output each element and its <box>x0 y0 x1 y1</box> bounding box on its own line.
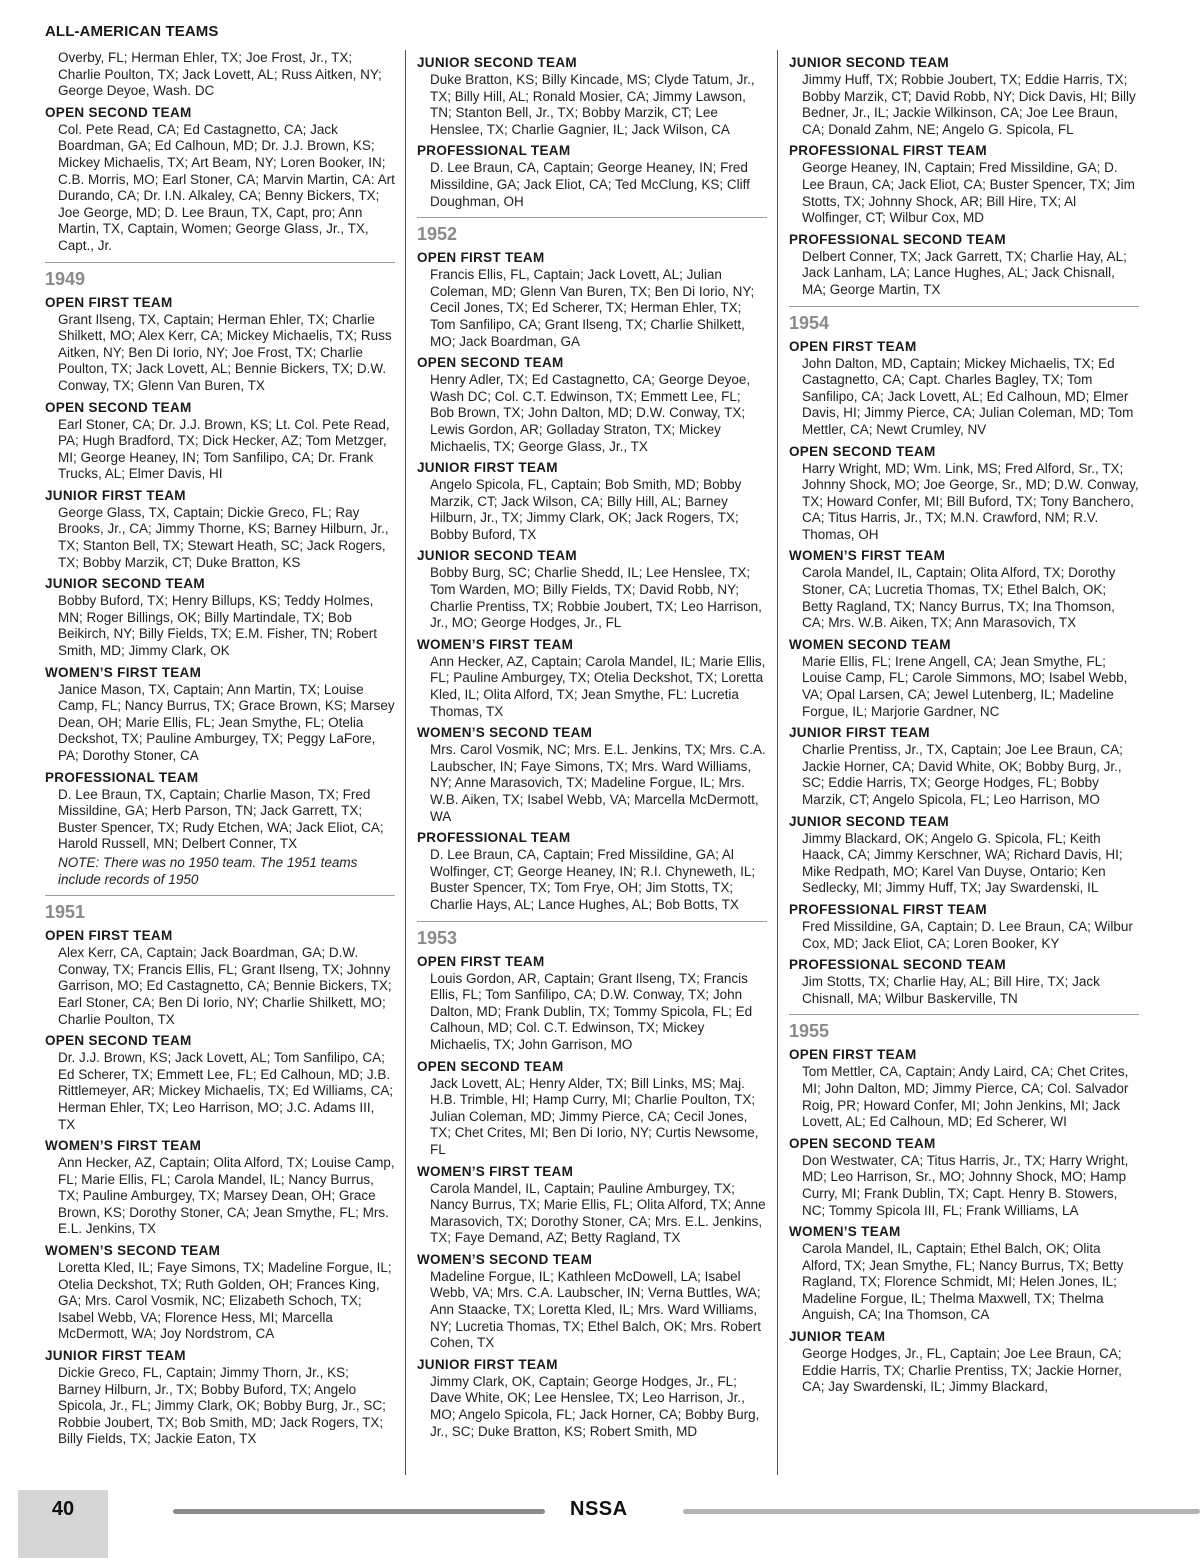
team-heading: OPEN FIRST TEAM <box>789 1047 917 1063</box>
team-members: George Hodges, Jr., FL, Captain; Joe Lee Braun, CA; Eddie Harris, TX; Charlie Prentiss, TX; Jackie Horner, CA; Jay Swardenski, IL; Jimmy Blackard, <box>802 1346 1122 1395</box>
team-members: D. Lee Braun, CA, Captain; Fred Missildine, GA; Al Wolfinger, CT; George Heaney, IN; R.I. Chyneweth, IL; Buster Spencer, TX; Tom Frye, OH; Jim Stotts, TX; Charlie Hays, AL; Lance Hughes, AL; Bob Botts, TX <box>430 847 756 912</box>
team-heading: JUNIOR FIRST TEAM <box>417 460 558 476</box>
team-members: Don Westwater, CA; Titus Harris, Jr., TX; Harry Wright, MD; Leo Harrison, Sr., MO; Johnny Shock, MO; Hamp Curry, MI; Frank Dublin, TX; Capt. Henry B. Stowers, NC; Tommy Spicola III, FL; Frank Williams, LA <box>802 1152 1129 1218</box>
team-heading: JUNIOR TEAM <box>789 1329 886 1345</box>
team-members: John Dalton, MD, Captain; Mickey Michaelis, TX; Ed Castagnetto, CA; Capt. Charles Bagley, TX; Tom Sanfilipo, CA; Jack Lovett, AL; Ed Calhoun, MD; Elmer Davis, HI; Jimmy Pierce, CA; Julian Coleman, MD; Tom Mettler, CA; Newt Crumley, NV <box>802 355 1134 437</box>
year-heading: 1951 <box>45 902 86 923</box>
team-members: D. Lee Braun, CA, Captain; George Heaney, IN; Fred Missildine, GA; Jack Eliot, CA; Ted McClung, KS; Cliff Doughman, OH <box>430 160 750 209</box>
team-heading: WOMEN’S FIRST TEAM <box>45 1138 202 1154</box>
intro-text: Overby, FL; Herman Ehler, TX; Joe Frost, Jr., TX; Charlie Poulton, TX; Jack Lovett, AL; Russ Aitken, NY; George Deyoe, Wash. DC <box>58 50 382 99</box>
column-divider <box>777 50 778 1475</box>
team-heading: JUNIOR FIRST TEAM <box>417 1356 558 1372</box>
team-members: George Glass, TX, Captain; Dickie Greco, FL; Ray Brooks, Jr., CA; Jimmy Thorne, KS; Barney Hilburn, Jr., TX; Stanton Bell, TX; Stewart Heath, SC; Jack Rogers, TX; Bobby Marzik, CT; Duke Bratton, KS <box>58 504 389 570</box>
team-members: D. Lee Braun, TX, Captain; Charlie Mason, TX; Fred Missildine, GA; Herb Parson, TN; Jack Garrett, TX; Buster Spencer, TX; Rudy Etchen, WA; Jack Eliot, CA; Harold Russell, MN; Delbert Conner, TX <box>58 786 384 852</box>
team-heading: JUNIOR SECOND TEAM <box>417 548 577 564</box>
team-heading: WOMEN’S SECOND TEAM <box>417 725 593 741</box>
team-members: Grant Ilseng, TX, Captain; Herman Ehler, TX; Charlie Shilkett, MO; Alex Kerr, CA; Mickey Michaelis, TX; Russ Aitken, NY; Ben Di Iorio, NY; Joe Frost, TX; Charlie Poulton, TX; Jack Lovett, AL; Bennie Bickers, TX; D.W. Conway, TX; Glenn Van Buren, TX <box>58 311 392 393</box>
team-members: Madeline Forgue, IL; Kathleen McDowell, LA; Isabel Webb, VA; Mrs. C.A. Laubscher, IN; Verna Buttles, WA; Ann Staacke, TX; Loretta Kled, IL; Mrs. Ward Williams, NY; Lucretia Thomas, TX; Ethel Balch, OK; Mrs. Robert Cohen, TX <box>430 1268 762 1351</box>
year-block <box>45 895 395 1448</box>
team-heading: PROFESSIONAL FIRST TEAM <box>789 143 987 159</box>
team-members: Jimmy Blackard, OK; Angelo G. Spicola, FL; Keith Haack, CA; Jimmy Kerschner, WA; Richard Davis, HI; Mike Redpath, MO; Karel Van Duyse, Ontario; Ken Sedlecky, MI; Jimmy Huff, TX; Jay Swardenski, IL <box>802 830 1123 896</box>
team-members: Louis Gordon, AR, Captain; Grant Ilseng, TX; Francis Ellis, FL; Tom Sanfilipo, CA; D.W. Conway, TX; John Dalton, MD; Frank Dublin, TX; Tommy Spicola, FL; Ed Calhoun, MD; Col. C.T. Edwinson, TX; Mickey Michaelis, TX; John Garrison, MO <box>430 970 753 1052</box>
year-block <box>45 262 395 889</box>
team-members: Harry Wright, MD; Wm. Link, MS; Fred Alford, Sr., TX; Johnny Shock, MO; Joe George, Sr., MD; D.W. Conway, TX; Howard Confer, MI; Bill Buford, TX; Tony Banchero, CA; Titus Harris, Jr., TX; M.N. Crawford, NM; R.V. Thomas, OH <box>802 460 1139 542</box>
year-heading: 1952 <box>417 224 458 245</box>
team-members: Delbert Conner, TX; Jack Garrett, TX; Charlie Hay, AL; Jack Lanham, LA; Lance Hughes, AL; Jack Chisnall, MA; George Martin, TX <box>802 248 1127 297</box>
team-members: Duke Bratton, KS; Billy Kincade, MS; Clyde Tatum, Jr., TX; Billy Hill, AL; Ronald Mosier, CA; Jimmy Lawson, TN; Stanton Bell, Jr., TX; Bobby Marzik, CT; Lee Henslee, TX; Charlie Gagnier, IL; Jack Wilson, CA <box>430 72 755 137</box>
team-heading: PROFESSIONAL SECOND TEAM <box>789 231 1006 247</box>
column-2 <box>417 50 767 1442</box>
team-heading: OPEN FIRST TEAM <box>45 294 173 310</box>
year-block <box>417 921 767 1441</box>
team-members: Carola Mandel, IL, Captain; Olita Alford, TX; Dorothy Stoner, CA; Lucretia Thomas, TX; Ethel Balch, OK; Betty Ragland, TX; Nancy Burrus, TX; Ina Thomson, CA; Mrs. W.B. Aiken, TX; Ann Marasovich, TX <box>802 565 1116 631</box>
team-heading: OPEN FIRST TEAM <box>45 928 173 944</box>
team-heading: OPEN SECOND TEAM <box>789 443 936 459</box>
team-heading: OPEN SECOND TEAM <box>417 355 564 371</box>
column-divider <box>405 50 406 1475</box>
team-heading: WOMEN SECOND TEAM <box>789 636 951 652</box>
team-heading: OPEN FIRST TEAM <box>789 338 917 354</box>
team-members: Ann Hecker, AZ, Captain; Carola Mandel, IL; Marie Ellis, FL; Pauline Amburgey, TX; Otelia Deckshot, TX; Loretta Kled, IL; Olita Alford, TX; Jean Smythe, FL: Lucretia Thomas, TX <box>430 653 766 719</box>
team-heading: OPEN FIRST TEAM <box>417 953 545 969</box>
team-members: Bobby Burg, SC; Charlie Shedd, IL; Lee Henslee, TX; Tom Warden, MO; Billy Fields, TX; David Robb, NY; Charlie Prentiss, TX; Robbie Joubert, TX; Leo Harrison, Jr., MO; George Hodges, Jr., FL <box>430 565 762 631</box>
team-members: Earl Stoner, CA; Dr. J.J. Brown, KS; Lt. Col. Pete Read, PA; Hugh Bradford, TX; Dick Hecker, AZ; Tom Metzger, MI; George Heaney, IN; Tom Sanfilipo, CA; Dr. Frank Trucks, AL; Elmer Davis, HI <box>58 416 390 482</box>
team-heading: JUNIOR FIRST TEAM <box>45 487 186 503</box>
team-heading: JUNIOR SECOND TEAM <box>45 576 205 592</box>
year-block <box>417 217 767 913</box>
team-heading: WOMEN’S SECOND TEAM <box>45 1243 221 1259</box>
team-heading: WOMEN’S FIRST TEAM <box>45 664 202 680</box>
team-heading: JUNIOR SECOND TEAM <box>417 55 577 70</box>
team-members: Jimmy Huff, TX; Robbie Joubert, TX; Eddie Harris, TX; Bobby Marzik, CT; David Robb, NY; Dick Davis, HI; Billy Bedner, Jr., IL; Jackie Wilkinson, CA; Joe Lee Braun, CA; Donald Zahm, NE; Angelo G. Spicola, FL <box>802 72 1136 137</box>
note-text: NOTE: There was no 1950 team. The 1951 teams include records of 1950 <box>58 854 358 887</box>
footer-rule-left <box>173 1509 545 1514</box>
team-members: Janice Mason, TX, Captain; Ann Martin, TX; Louise Camp, FL; Nancy Burrus, TX; Grace Brown, KS; Marsey Dean, OH; Marie Ellis, FL; Jean Smythe, FL; Otelia Deckshot, TX; Pauline Amburgey, TX; Peggy LaFore, PA; Dorothy Stoner, CA <box>58 681 395 763</box>
team-heading: OPEN SECOND TEAM <box>417 1058 564 1074</box>
team-heading: WOMEN’S FIRST TEAM <box>417 636 574 652</box>
team-members: Jim Stotts, TX; Charlie Hay, AL; Bill Hire, TX; Jack Chisnall, MA; Wilbur Baskerville, TN <box>802 974 1100 1006</box>
team-members: George Heaney, IN, Captain; Fred Missildine, GA; D. Lee Braun, CA; Jack Eliot, CA; Buster Spencer, TX; Jim Stotts, TX; Johnny Shock, AR; Bill Hire, TX; Al Wolfinger, CT; Wilbur Cox, MD <box>802 160 1135 226</box>
page-title: ALL-AMERICAN TEAMS <box>45 23 219 40</box>
team-heading: PROFESSIONAL TEAM <box>45 769 199 785</box>
team-heading: OPEN SECOND TEAM <box>45 1033 192 1049</box>
team-heading: OPEN SECOND TEAM <box>45 399 192 415</box>
page-number: 40 <box>51 1498 75 1520</box>
team-members: Jack Lovett, AL; Henry Alder, TX; Bill Links, MS; Maj. H.B. Trimble, HI; Hamp Curry, MI; Charlie Poulton, TX; Julian Coleman, MD; Jimmy Pierce, CA; Cecil Jones, TX; Chet Crites, MI; Ben Di Iorio, NY; Curtis Newsome, FL <box>430 1075 759 1157</box>
footer-brand: NSSA <box>570 1498 628 1520</box>
team-heading: PROFESSIONAL TEAM <box>417 830 571 846</box>
team-members: Jimmy Clark, OK, Captain; George Hodges, Jr., FL; Dave White, OK; Lee Henslee, TX; Leo Harrison, Jr., MO; Angelo Spicola, FL; Jack Horner, CA; Bobby Burg, Jr., SC; Duke Bratton, KS; Robert Smith, MD <box>430 1373 760 1439</box>
team-members: Alex Kerr, CA, Captain; Jack Boardman, GA; D.W. Conway, TX; Francis Ellis, FL; Grant Ilseng, TX; Johnny Garrison, MO; Ed Castagnetto, CA; Bennie Bickers, TX; Earl Stoner, CA; Ben Di Iorio, NY; Charlie Shilkett, MO; Charlie Poulton, TX <box>58 945 392 1027</box>
team-members: Francis Ellis, FL, Captain; Jack Lovett, AL; Julian Coleman, MD; Glenn Van Buren, TX; Ben Di Iorio, NY; Cecil Jones, TX; Ed Scherer, TX; Herman Ehler, TX; Tom Sanfilipo, CA; Grant Ilseng, TX; Charlie Shilkett, MO; Jack Boardman, GA <box>430 267 755 349</box>
team-heading: WOMEN’S FIRST TEAM <box>789 548 946 564</box>
team-heading: JUNIOR SECOND TEAM <box>789 55 949 70</box>
team-heading: OPEN SECOND TEAM <box>789 1135 936 1151</box>
team-heading: JUNIOR SECOND TEAM <box>789 813 949 829</box>
column-3 <box>789 50 1139 1398</box>
team-members: Carola Mandel, IL, Captain; Pauline Amburgey, TX; Nancy Burrus, TX; Marie Ellis, FL; Olita Alford, TX; Anne Marasovich, TX; Dorothy Stoner, CA; Mrs. E.L. Jenkins, TX; Faye Demand, AZ; Betty Ragland, TX <box>430 1180 766 1246</box>
team-members: Col. Pete Read, CA; Ed Castagnetto, CA; Jack Boardman, GA; Ed Calhoun, MD; Dr. J.J. Brown, KS; Mickey Michaelis, TX; Art Beam, NY; Loren Booker, IN; C.B. Morris, MO; Earl Stoner, CA; Marvin Martin, CA: Art Durando, CA; Dr. I.N. Alkaley, CA; Benny Bickers, TX; Joe George, MD; D. Lee Braun, TX, Capt, pro; Ann Martin, TX, Captain, Women; George Glass, Jr., TX, Capt., Jr. <box>58 121 395 253</box>
year-heading: 1954 <box>789 312 830 333</box>
year-heading: 1953 <box>417 927 458 948</box>
year-block <box>789 306 1139 1008</box>
column-1 <box>45 50 395 1450</box>
team-members: Mrs. Carol Vosmik, NC; Mrs. E.L. Jenkins, TX; Mrs. C.A. Laubscher, IN; Faye Simons, TX; Mrs. Ward Williams, NY; Anne Marasovich, TX; Madeline Forgue, IL; Mrs. W.B. Aiken, TX; Isabel Webb, VA; Marcella McDermott, WA <box>430 742 766 824</box>
team-heading: WOMEN’S FIRST TEAM <box>417 1163 574 1179</box>
team-heading: WOMEN’S TEAM <box>789 1224 901 1240</box>
footer-rule-right <box>683 1509 1200 1514</box>
team-heading: JUNIOR FIRST TEAM <box>789 725 930 741</box>
team-heading: JUNIOR FIRST TEAM <box>45 1348 186 1364</box>
team-heading: WOMEN’S SECOND TEAM <box>417 1251 593 1267</box>
team-heading: PROFESSIONAL SECOND TEAM <box>789 957 1006 973</box>
team-heading: PROFESSIONAL FIRST TEAM <box>789 901 987 917</box>
team-members: Fred Missildine, GA, Captain; D. Lee Braun, CA; Wilbur Cox, MD; Jack Eliot, CA; Loren Booker, KY <box>802 918 1133 951</box>
year-block <box>789 1014 1139 1396</box>
team-members: Charlie Prentiss, Jr., TX, Captain; Joe Lee Braun, CA; Jackie Horner, CA; David White, OK; Bobby Burg, Jr., SC; Eddie Harris, TX; George Hodges, FL; Bobby Marzik, CT; Angelo Spicola, FL; Leo Harrison, MO <box>802 742 1123 807</box>
team-members: Bobby Buford, TX; Henry Billups, KS; Teddy Holmes, MN; Roger Billings, OK; Billy Martindale, TX; Bob Beikirch, NY; Billy Fields, TX; E.M. Fisher, TN; Robert Smith, MD; Jimmy Clark, OK <box>58 593 377 659</box>
team-members: Marie Ellis, FL; Irene Angell, CA; Jean Smythe, FL; Louise Camp, FL; Carole Simmons, MO; Isabel Webb, VA; Opal Larsen, CA; Jewel Lutenberg, IL; Madeline Forgue, IL; Marjorie Gardner, NC <box>802 653 1128 719</box>
year-heading: 1949 <box>45 268 86 289</box>
year-heading: 1955 <box>789 1021 830 1042</box>
team-heading: OPEN FIRST TEAM <box>417 250 545 266</box>
team-members: Ann Hecker, AZ, Captain; Olita Alford, TX; Louise Camp, FL; Marie Ellis, FL; Carola Mandel, IL; Nancy Burrus, TX; Pauline Amburgey, TX; Marsey Dean, OH; Grace Brown, KS; Dorothy Stoner, CA; Jean Smythe, FL; Mrs. E.L. Jenkins, TX <box>58 1155 395 1237</box>
team-members: Angelo Spicola, FL, Captain; Bob Smith, MD; Bobby Marzik, CT; Jack Wilson, CA; Billy Hill, AL; Barney Hilburn, Jr., TX; Jimmy Clark, OK; Jack Rogers, TX; Bobby Buford, TX <box>430 477 742 542</box>
team-members: Dr. J.J. Brown, KS; Jack Lovett, AL; Tom Sanfilipo, CA; Ed Scherer, TX; Emmett Lee, FL; Ed Calhoun, MD; J.B. Rittlemeyer, AR; Mickey Michaelis, TX; Ed Williams, CA; Herman Ehler, TX; Leo Harrison, MO; J.C. Adams III, TX <box>58 1050 394 1132</box>
team-members: Henry Adler, TX; Ed Castagnetto, CA; George Deyoe, Wash DC; Col. C.T. Edwinson, TX; Emmett Lee, FL; Bob Brown, TX; John Dalton, MD; D.W. Conway, TX; Lewis Gordon, AR; Golladay Straton, TX; Mickey Michaelis, TX; George Glass, Jr., TX <box>430 372 751 454</box>
team-heading: PROFESSIONAL TEAM <box>417 143 571 159</box>
team-members: Dickie Greco, FL, Captain; Jimmy Thorn, Jr., KS; Barney Hilburn, Jr., TX; Bobby Buford, TX; Angelo Spicola, Jr., FL; Jimmy Clark, OK; Bobby Burg, Jr., SC; Robbie Joubert, TX; Bob Smith, MD; Jack Rogers, TX; Billy Fields, TX; Jackie Eaton, TX <box>58 1365 386 1447</box>
team-members: Tom Mettler, CA, Captain; Andy Laird, CA; Chet Crites, MI; John Dalton, MD; Jimmy Pierce, CA; Col. Salvador Roig, PR; Howard Confer, MI; John Jenkins, MI; Jack Lovett, AL; Ed Calhoun, MD; Ed Scherer, WI <box>802 1064 1129 1130</box>
team-members: Carola Mandel, IL, Captain; Ethel Balch, OK; Olita Alford, TX; Jean Smythe, FL; Nancy Burrus, TX; Betty Ragland, TX; Florence Schmidt, MI; Helen Jones, IL; Madeline Forgue, IL; Thelma Maxwell, TX; Thelma Anguish, CA; Ina Thomson, CA <box>802 1241 1124 1323</box>
team-heading: OPEN SECOND TEAM <box>45 104 192 120</box>
team-members: Loretta Kled, IL; Faye Simons, TX; Madeline Forgue, IL; Otelia Deckshot, TX; Ruth Golden, OH; Frances King, GA; Mrs. Carol Vosmik, NC; Elizabeth Schoch, TX; Isabel Webb, VA; Florence Hess, MI; Marcella McDermott, WA; Joy Nordstrom, CA <box>58 1260 392 1342</box>
